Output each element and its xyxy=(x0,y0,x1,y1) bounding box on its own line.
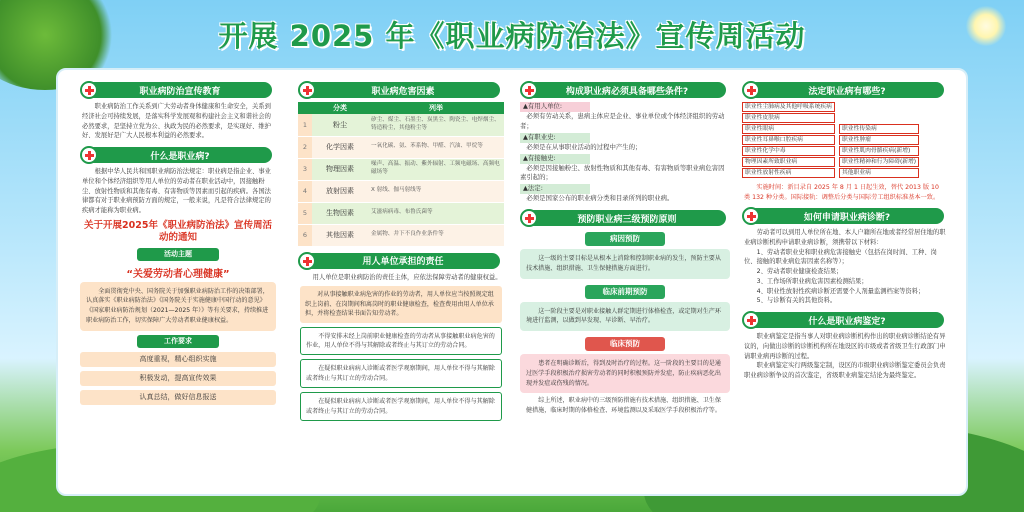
disease-item: 职业性肿瘤 xyxy=(839,135,919,145)
apply-item: 1、劳动者职业史和职业病危害接触史（包括在岗时间、工种、岗位、接触的职业病危害因素名称等）； xyxy=(744,248,937,266)
disease-item: 职业性肌肉骨骼疾病(新增) xyxy=(839,146,919,156)
section-header-apply: 如何申请职业病诊断? xyxy=(746,208,944,224)
section-header-prevention: 预防职业病三级预防原则 xyxy=(524,210,726,226)
condition-text: 必须是在从事职业活动的过程中产生的； xyxy=(526,142,642,151)
medical-cross-icon xyxy=(742,81,760,99)
condition-text: 必须是因接触粉尘、放射性物质和其他有毒、有害物质等职业病危害因素引起的； xyxy=(520,163,725,182)
disease-item: 职业性尘肺病及其他呼吸系统疾病 xyxy=(742,102,835,112)
disease-list xyxy=(742,102,948,179)
condition-text: 必须是国家公布的职业病分类和目录所列的职业病。 xyxy=(526,194,674,203)
table-row: 5 生物因素 艾滋病病毒、布鲁氏菌等 xyxy=(298,202,504,224)
disease-item: 其他职业病 xyxy=(839,168,919,178)
notice-title: 关于开展2025年《职业病防治法》宣传周活动的通知 xyxy=(84,219,272,243)
medical-cross-icon xyxy=(298,81,316,99)
condition-heading: ▲有职业史: xyxy=(520,133,590,143)
column-header: 列举 xyxy=(368,102,504,114)
appraisal-text: 职业病鉴定是指当事人对职业病诊断机构作出的职业病诊断结论有异议的，向做出诊断的诊断机构所在地设区的市级或者省级卫生行政部门申请职业病再诊断的过程。 xyxy=(744,333,946,360)
phase-text: 患者在明确诊断后，得到及时治疗的过程。这一阶段的主要目的是通过医学手段积极治疗损害劳动者的同时积极预防并发症，防止疾病恶化出现并发症或伤残的情况。 xyxy=(520,354,730,393)
requirement-item: 积极发动，提高宣传效果 xyxy=(80,371,276,386)
condition-heading: ▲有用人单位: xyxy=(520,102,590,112)
apply-item: 3、工作场所职业病危害因素检测结果； xyxy=(756,277,868,285)
section-header-what-is: 什么是职业病? xyxy=(84,147,272,163)
theme-label: 活动主题 xyxy=(137,248,219,261)
disease-item: 职业性皮肤病 xyxy=(742,113,835,123)
appraisal-text: 职业病鉴定实行两级鉴定制，设区的市级职业病诊断鉴定委员会负责职业病诊断争议的首次鉴定，省级职业病鉴定结论为最终鉴定。 xyxy=(744,362,946,380)
phase-text: 这一阶段主要是对职业接触人群定期进行体格检查，或定期对生产环境进行监测，以做到早发现、早诊断、早治疗。 xyxy=(520,302,730,332)
education-text: 职业病防治工作关系到广大劳动者身体健康和生命安全，关系到经济社会可持续发展，是落实科学发展观和构建社会主义和谐社会的必然要求，是坚持立党为公、执政为民的必然要求，是实现好、维护好、发展好是广大人民根本利益的必然要求。 xyxy=(82,103,271,140)
column-1 xyxy=(80,76,276,409)
table-row: 1 粉尘 矽尘、煤尘、石墨尘、炭黑尘、陶瓷尘、电焊烟尘、铸造粉尘，其他粉尘等 xyxy=(298,114,504,136)
medical-cross-icon xyxy=(80,81,98,99)
disease-item: 职业性传染病 xyxy=(839,124,919,134)
medical-cross-icon xyxy=(520,209,538,227)
column-header: 分类 xyxy=(312,102,368,114)
medical-cross-icon xyxy=(520,81,538,99)
requirements-label: 工作要求 xyxy=(137,335,219,348)
medical-cross-icon xyxy=(742,207,760,225)
column-4 xyxy=(742,76,948,381)
employer-item: 在疑似职业病病人诊断或者医学观察期间，用人单位不得与其解除或者终止与其订立的劳动合同。 xyxy=(300,359,502,388)
theme-text: “关爱劳动者心理健康” xyxy=(126,268,230,280)
disease-item: 物理因素所致职业病 xyxy=(742,157,835,167)
employer-item: 对从事接触职业病危害的作业的劳动者，用人单位应当按照规定组织上岗前、在岗期间和离岗时的职业健康检查，检查费用由用人单位承担，并将检查结果书面告知劳动者。 xyxy=(300,286,502,322)
theme-body: 全面贯彻党中央、国务院关于加强职业病防治工作的决策部署，认真落实《职业病防治法》《国务院关于实施健康中国行动的意见》《国家职业病防治规划（2021—2025 年）》等有关要求，持续推进职业病防治工作，切实保障广大劳动者职业健康权益。 xyxy=(80,282,276,331)
medical-cross-icon xyxy=(298,252,316,270)
medical-cross-icon xyxy=(742,311,760,329)
table-row: 2 化学因素 一氧化碳、氨、苯系物、甲醛、汽油、甲烷等 xyxy=(298,136,504,158)
conditions-list xyxy=(520,102,730,204)
disease-item: 职业性化学中毒 xyxy=(742,146,835,156)
condition-heading: ▲法定: xyxy=(520,184,590,194)
requirement-item: 认真总结，做好信息报送 xyxy=(80,390,276,405)
apply-intro: 劳动者可以到用人单位所在地、本人户籍所在地或者经常居住地的职业病诊断机构申请职业病诊断，须携带以下材料： xyxy=(744,229,946,246)
prevention-summary: 综上所述，职业病中的三级预防措施有技术措施、组织措施、卫生保健措施，临床时期的体格检查、环境监测以及采取医学手段积极治疗等。 xyxy=(520,393,730,419)
employer-intro: 用人单位是职业病防治的责任主体，应依法保障劳动者的健康权益。 xyxy=(312,273,502,281)
page-title: 开展 2025 年《职业病防治法》宣传周活动 xyxy=(218,19,806,53)
apply-item: 4、职业性放射性疾病诊断还需要个人剂量监测档案等资料； xyxy=(756,287,925,295)
table-header-row xyxy=(298,102,504,114)
hazard-table xyxy=(298,102,504,247)
apply-item: 2、劳动者职业健康检查结果； xyxy=(756,268,843,276)
phase-label: 临床预防 xyxy=(585,337,665,351)
section-header-hazards: 职业病危害因素 xyxy=(302,82,500,98)
section-header-employer: 用人单位承担的责任 xyxy=(302,253,500,269)
apply-item: 5、与诊断有关的其他资料。 xyxy=(756,297,837,305)
definition-text: 根据中华人民共和国职业病防治法规定：职业病是指企业、事业单位和个体经济组织等用人单位的劳动者在职业活动中，因接触粉尘、放射性物质和其他有毒、有害物质等因素而引起的疾病。各国法律都有对于职业病预防方面的规定，一般来说，凡是符合法律规定的疾病才能称为职业病。 xyxy=(82,168,271,214)
phase-text: 这一级的主要目标是从根本上消除和控制职业病的发生，预防主要从技术措施、组织措施、卫生保健措施方面进行。 xyxy=(520,249,730,279)
column-3 xyxy=(520,76,730,419)
employer-item: 在疑似职业病病人诊断或者医学观察期间，用人单位不得与其解除或者终止与其订立的劳动合同。 xyxy=(300,392,502,421)
employer-item: 不得安排未经上岗前职业健康检查的劳动者从事接触职业病危害的作业，用人单位不得与其解除或者终止与其订立的劳动合同。 xyxy=(300,327,502,356)
requirement-item: 高度重视，精心组织实施 xyxy=(80,352,276,367)
poster-board xyxy=(56,68,968,496)
disease-item: 职业性眼病 xyxy=(742,124,835,134)
disease-item: 职业性放射性疾病 xyxy=(742,168,835,178)
table-row: 3 物理因素 噪声、高温、振动、紫外辐射、工频电磁场、高频电磁场等 xyxy=(298,158,504,180)
condition-text: 必须有劳动关系，患病主体应是企业、事业单位或个体经济组织的劳动者； xyxy=(520,111,725,130)
phase-label: 临床前期预防 xyxy=(585,285,665,299)
medical-cross-icon xyxy=(80,146,98,164)
disease-item: 职业性耳鼻喉口腔疾病 xyxy=(742,135,835,145)
section-header-appraisal: 什么是职业病鉴定? xyxy=(746,312,944,328)
column-2 xyxy=(298,76,504,425)
phase-label: 病因预防 xyxy=(585,232,665,246)
table-row: 6 其他因素 金属物、井下不良作业条件等 xyxy=(298,224,504,246)
section-header-legal: 法定职业病有哪些? xyxy=(746,82,944,98)
section-header-education: 职业病防治宣传教育 xyxy=(84,82,272,98)
legal-note: 实施时间：新目录自 2025 年 8 月 1 日起生效，替代 2013 版 10 类 132 种分类。国际接轨：调整后分类与国际劳工组织标准基本一致。 xyxy=(744,184,940,201)
table-row: 4 放射因素 X 射线、伽马射线等 xyxy=(298,180,504,202)
condition-heading: ▲有接触史: xyxy=(520,154,590,164)
disease-item: 职业性精神和行为障碍(新增) xyxy=(839,157,919,167)
section-header-conditions: 构成职业病必须具备哪些条件? xyxy=(524,82,726,98)
